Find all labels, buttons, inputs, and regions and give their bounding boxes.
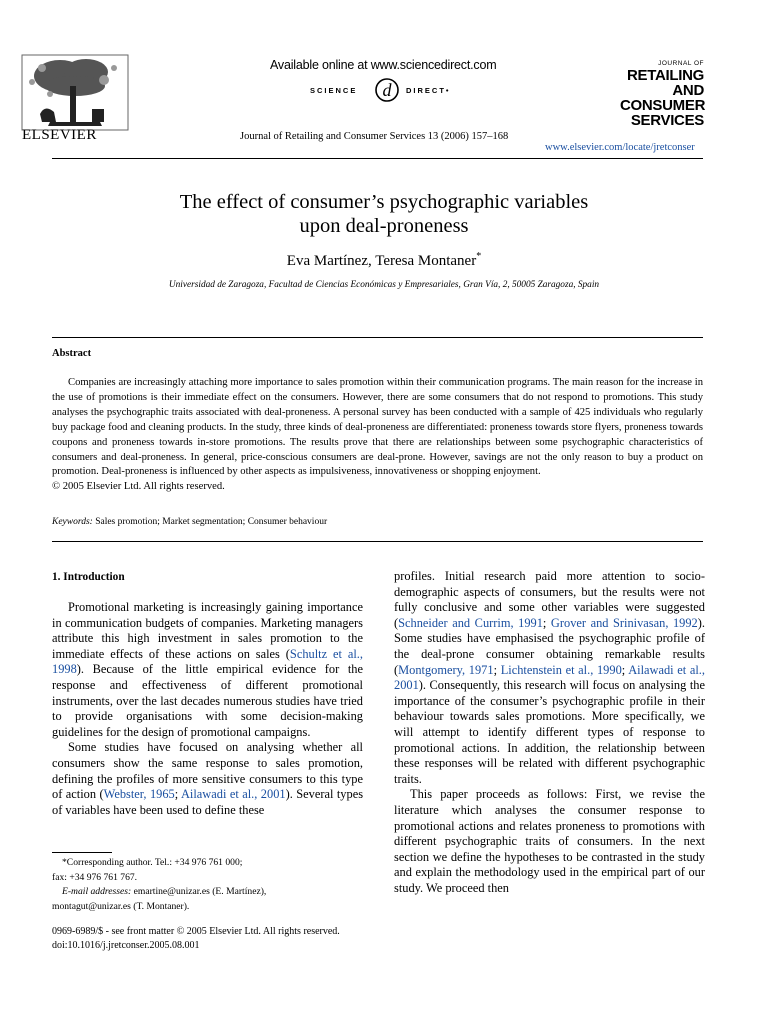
paragraph-text: profiles. Initial research paid more attention to socio-demographic aspects of consumers, but the results were not fully conclusive and some other variables were suggested ( (394, 569, 705, 630)
citation-link[interactable]: Ailawadi et al., 2001 (394, 662, 705, 693)
article-title (52, 190, 716, 238)
journal-logo-line: AND (672, 82, 704, 99)
footnote-line (52, 885, 372, 900)
available-online-text[interactable]: Available online at www.sciencedirect.com (270, 58, 497, 72)
journal-logo-line: SERVICES (630, 112, 704, 129)
bottom-info (52, 925, 340, 953)
article-authors (52, 251, 716, 270)
separator-text: ; (542, 615, 551, 630)
journal-logo-line: CONSUMER (620, 97, 706, 114)
paragraph-text: ). Consequently, this research will focus on analysing the importance of the consumer’s psychographic profile in their behaviour towards sales promotions. More specifically, we will attempt to identify different types of response to promotional actions. In addition, the relationship between these responses will be related with different psychographic traits. (394, 678, 705, 786)
separator-text: ; (174, 787, 181, 802)
journal-logo-small: JOURNAL OF (658, 60, 704, 67)
footnote-line: fax: +34 976 761 767. (52, 871, 138, 883)
header-rule (52, 158, 703, 159)
footnote-rule (52, 852, 112, 853)
svg-text:d: d (382, 80, 392, 100)
abstract-body (52, 376, 703, 495)
sciencedirect-at-icon (372, 76, 402, 104)
keywords-bottom-rule (52, 541, 703, 542)
abstract-copyright: © 2005 Elsevier Ltd. All rights reserved. (52, 481, 225, 493)
sd-right-text: DIRECT• (406, 86, 451, 95)
paragraph (394, 569, 705, 787)
paragraph-text: ). Because of the little empirical evidence for the response and effectiveness of different promotional instruments, over the last decades numerous studies have tried to provide organisations with some decision-making guidelines for the design of promotional campaigns. (52, 662, 363, 739)
citation-link[interactable]: Montgomery, 1971 (398, 662, 494, 677)
citation-link[interactable]: Ailawadi et al., 2001 (180, 787, 286, 802)
abstract-heading: Abstract (52, 348, 92, 359)
footnote (52, 856, 372, 914)
sd-left-text: SCIENCE (310, 86, 358, 95)
separator-text: ; (493, 662, 501, 677)
keywords-text: Sales promotion; Market segmentation; Consumer behaviour (92, 517, 328, 527)
citation-link[interactable]: Lichtenstein et al., 1990 (500, 662, 622, 677)
elsevier-tree-logo (20, 54, 130, 132)
journal-logo-line: RETAILING (626, 67, 704, 84)
paragraph-text: ). Several types of variables have been used to define these (52, 787, 364, 817)
section-heading-introduction: 1. Introduction (52, 571, 125, 583)
column-right (394, 569, 705, 896)
paragraph-text: Some studies have focused on analysing whether all consumers show the same response to sales promotion, defining the profiles of more sensitive consumers to this type of action ( (52, 740, 363, 802)
column-left (52, 600, 363, 818)
abstract-text: Companies are increasingly attaching more importance to sales promotion within their communication programs. The main reason for the increase in the use of promotions is their immediate effect on the consumers. However, there are some consumers that do not respond to promotions. This study analyses the psychographic traits associated with deal-proneness. A personal survey has been conducted with a sample of 425 individuals who regularly buy package food and cleaning products. In the study, three kinds of deal-proneness are differentiated: proneness towards store flyers, proneness towards coupons and proneness towards in-store promotions. The results prove that there are relationships between some psychographic characteristics of consumers and deal-proneness. In general, price-conscious consumers are deal-prone. However, savings are not the only reason to buy a product on promotion. Deal-proneness is influenced by other aspects as impulsiveness, innovativeness or shopping enjoyment. (52, 377, 703, 478)
title-line: The effect of consumer’s psychographic variables (179, 191, 589, 213)
affiliation: Universidad de Zaragoza, Facultad de Ciencias Económicas y Empresariales, Gran Vía, 2, 50005 Zaragoza, Spain (168, 280, 600, 290)
doi-line[interactable]: doi:10.1016/j.jretconser.2005.08.001 (52, 940, 200, 951)
journal-url-link[interactable]: www.elsevier.com/locate/jretconser (545, 142, 695, 153)
footnote-line: *Corresponding author. Tel.: +34 976 761 000; (62, 857, 243, 868)
citation-link[interactable]: Schultz et al., 1998 (52, 646, 363, 677)
footnote-line[interactable]: montagut@unizar.es (T. Montaner). (52, 900, 190, 912)
abstract-top-rule (52, 337, 703, 338)
issn-line: 0969-6989/$ - see front matter © 2005 Elsevier Ltd. All rights reserved. (52, 926, 340, 937)
keywords (52, 517, 327, 527)
paragraph (52, 600, 363, 740)
publisher-name: ELSEVIER (22, 127, 97, 143)
paragraph-text: ). Some studies have emphasised the psychographic profile of the deal-prone consumer obtaining remarkable results ( (394, 615, 705, 677)
paragraph-text: Promotional marketing is increasingly gaining importance in communication budgets of companies. Marketing managers attribute this high investment in sales promotion to the immediate effects of these actions on sales ( (52, 600, 363, 661)
authors-text: Eva Martínez, Teresa Montaner (286, 253, 477, 269)
keywords-label: Keywords: (52, 517, 93, 527)
email-text[interactable]: emartine@unizar.es (E. Martínez), (131, 886, 267, 897)
title-line: upon deal-proneness (299, 215, 469, 237)
journal-logo (620, 60, 730, 128)
corresponding-author-mark[interactable]: * (476, 251, 482, 262)
citation-link[interactable]: Grover and Srinivasan, 1992 (550, 615, 698, 630)
paragraph (52, 740, 363, 818)
paragraph: This paper proceeds as follows: First, we revise the literature which analyses the consumer response to promotional actions and relates proneness to promotions with different psychographic traits of consumers. In the next section we define the hypotheses to be contrasted in the study and explain the methodology used in the empirical part of our study. We proceed then (394, 787, 705, 895)
sciencedirect-logo (310, 80, 475, 102)
citation-link[interactable]: Schneider and Currim, 1991 (398, 615, 543, 630)
email-label: E-mail addresses: (62, 886, 132, 897)
citation-link[interactable]: Webster, 1965 (103, 787, 175, 802)
separator-text: ; (621, 662, 629, 677)
journal-citation: Journal of Retailing and Consumer Services 13 (2006) 157–168 (240, 131, 509, 142)
